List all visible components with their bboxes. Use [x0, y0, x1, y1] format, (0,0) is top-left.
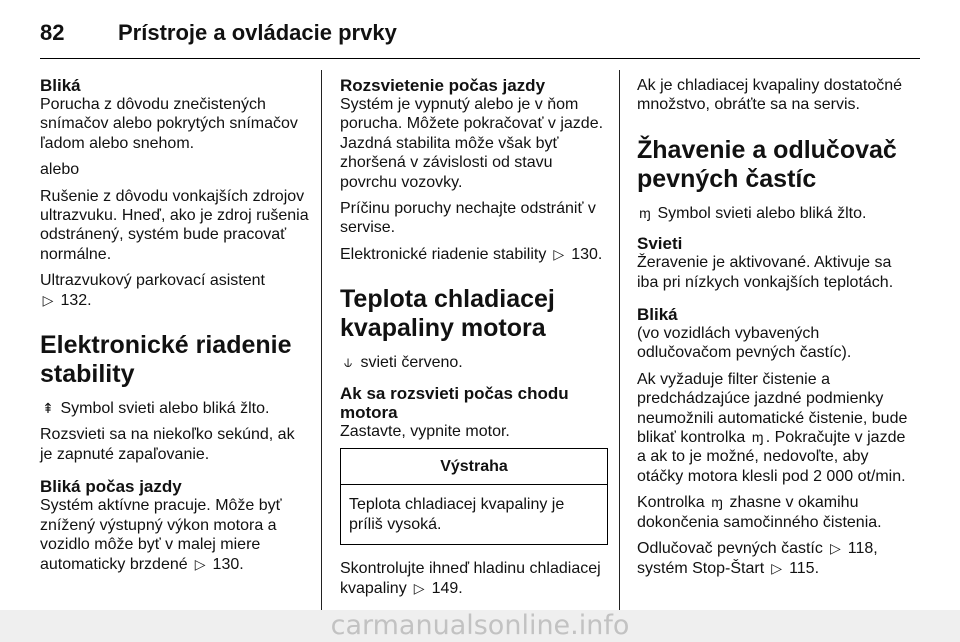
- text-assist: [40, 271, 310, 310]
- column-3: [637, 76, 912, 585]
- text-blika-jazda: Systém aktívne pracuje. Môže byť znížený výstupný výkon motora a vozidlo môže byť v malej miere automaticky brzdené ▷ 130.: [40, 497, 282, 573]
- page-header: [40, 18, 920, 59]
- warning-body: Teplota chladiacej kvapaliny je príliš vysoká.: [349, 496, 565, 533]
- page-number: 82: [40, 20, 65, 45]
- heading-esp: Elektronické riadenie stability: [40, 331, 292, 389]
- glow-plug-icon: ɱ: [639, 204, 651, 221]
- text-alebo: alebo: [40, 161, 80, 179]
- text-blika-1: Porucha z dôvodu znečistených snímačov alebo pokrytých snímačov ľadom alebo snehom.: [40, 96, 298, 152]
- heading-teplota: Teplota chladiacej kvapaliny motora: [340, 285, 555, 343]
- dpf-ref[interactable]: 118,: [847, 540, 878, 558]
- text-esp-1: ⇞ Symbol svieti alebo bliká žlto.: [40, 399, 310, 418]
- page-title: Prístroje a ovládacie prvky: [118, 20, 397, 45]
- lit-ref[interactable]: 130.: [571, 245, 603, 263]
- text-temp-2: Zastavte, vypnite motor.: [340, 422, 510, 440]
- heading-svieti: Svieti: [637, 234, 683, 254]
- esp-warning-icon: ⇞: [42, 400, 54, 417]
- ss-ref[interactable]: 115.: [789, 559, 820, 577]
- text-kontrolka: Kontrolka ɱ zhasne v okamihu dokončenia samočinného čistenia.: [637, 494, 882, 531]
- text-top: Ak je chladiacej kvapaliny dostatočné množstvo, obráťte sa na servis.: [637, 77, 903, 114]
- column-2: [340, 76, 608, 605]
- text-blika3-2: Ak vyžaduje filter čistenie a predchádzajúce jazdné podmienky neumožnili automatické čistenie, bude blikať kontrolka ɱ . Pokračujte v jazde a ak to je možné, nedovoľte, aby otáčky motora klesli pod 2 000 ot/min.: [637, 370, 908, 485]
- column-divider-1: [321, 70, 322, 610]
- text-lit-2: Príčinu poruchy nechajte odstrániť v servise.: [340, 200, 596, 237]
- text-glow-1: ɱ Symbol svieti alebo bliká žlto.: [637, 204, 912, 223]
- text-blika3-1: (vo vozidlách vybavených odlučovačom pevných častíc).: [637, 325, 852, 362]
- drive-ref[interactable]: 130.: [212, 555, 244, 573]
- heading-zhavenie: Žhavenie a odlučovač pevných častíc: [637, 135, 897, 193]
- assist-ref[interactable]: 132.: [60, 291, 92, 309]
- glow-plug-icon: ɱ: [711, 494, 723, 511]
- page-ref-icon: ▷: [829, 540, 841, 557]
- text-esp-2: Rozsvieti sa na niekoľko sekúnd, ak je zapnuté zapaľovanie.: [40, 426, 295, 463]
- text-blika-2: Rušenie z dôvodu vonkajších zdrojov ultrazvuku. Hneď, ako je zdroj rušenia odstránený, systém bude pracovať normálne.: [40, 187, 309, 263]
- heading-blika: Bliká: [40, 76, 81, 95]
- heading-blika-jazda: Bliká počas jazdy: [40, 477, 182, 497]
- page-ref-icon: ▷: [771, 559, 782, 576]
- warning-box: [340, 448, 608, 545]
- assist-label: Ultrazvukový parkovací asistent: [40, 272, 265, 290]
- text-lit-1: Systém je vypnutý alebo je v ňom porucha. Môžete pokračovať v jazde. Jazdná stabilita môže však byť zhoršená v závislosti od stavu povrchu vozovky.: [340, 96, 604, 191]
- coolant-temperature-icon: ⫝: [343, 354, 353, 371]
- page-ref-icon: ▷: [413, 579, 425, 596]
- heading-ak-sa-rozsvieti: Ak sa rozsvieti počas chodu motora: [340, 383, 569, 422]
- glow-plug-icon: ɱ: [751, 429, 764, 446]
- page-ref-icon: ▷: [553, 245, 565, 262]
- temp-ref[interactable]: 149.: [431, 579, 463, 597]
- text-lit-3: Elektronické riadenie stability ▷ 130.: [340, 245, 603, 263]
- text-temp-3: Skontrolujte ihneď hladinu chladiacej kvapaliny ▷ 149.: [340, 560, 601, 597]
- text-temp-1: ⫝ svieti červeno.: [340, 353, 608, 372]
- page-ref-icon: ▷: [194, 555, 206, 572]
- column-divider-2: [619, 70, 620, 610]
- warning-title: Výstraha: [341, 449, 607, 485]
- text-svieti: Žeravenie je aktivované. Aktivuje sa iba pri nízkych vonkajších teplotách.: [637, 254, 894, 291]
- heading-rozsvietenie: Rozsvietenie počas jazdy: [340, 76, 546, 95]
- text-refs: Odlučovač pevných častíc ▷ 118, systém Stop-Štart ▷ 115.: [637, 540, 878, 577]
- column-1: [40, 76, 310, 581]
- heading-blika-3: Bliká: [637, 305, 678, 325]
- page-ref-icon: ▷: [42, 291, 54, 308]
- watermark: carmanualsonline.info: [0, 610, 960, 642]
